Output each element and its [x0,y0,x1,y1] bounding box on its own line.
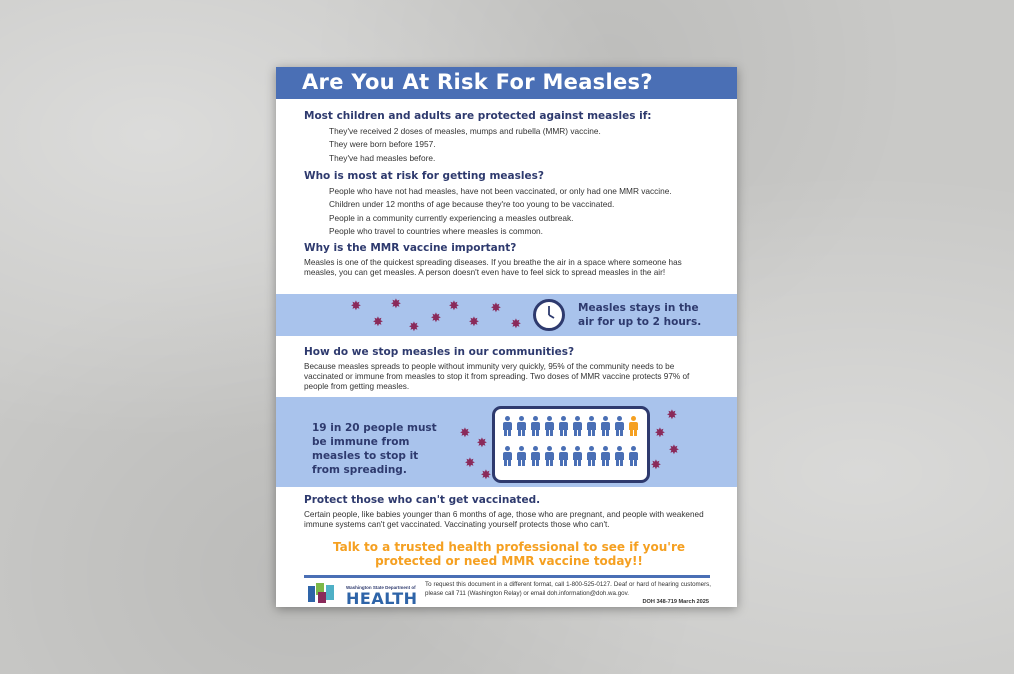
section-heading-stop: How do we stop measles in our communities? [304,346,575,358]
virus-icon: ✸ [430,310,442,325]
section-heading-protected: Most children and adults are protected against measles if: [304,110,652,122]
air-band [276,294,737,336]
list-item: They were born before 1957. [329,139,436,150]
footer-divider [304,575,710,578]
protected-list [304,126,714,163]
list-item: They've received 2 doses of measles, mumps and rubella (MMR) vaccine. [329,125,601,136]
virus-icon: ✸ [510,316,522,331]
section-heading-protect: Protect those who can't get vaccinated. [304,494,541,506]
person-icon-immune [503,416,512,436]
list-item: They've had measles before. [329,152,436,163]
title-banner [276,67,737,99]
person-icon-immune [629,446,638,466]
section-important [304,242,714,278]
section-heading-risk: Who is most at risk for getting measles? [304,170,544,182]
virus-icon: ✸ [408,319,420,334]
section-body-stop: Because measles spreads to people without immunity very quickly, 95% of the community needs to be vaccinated or immune from measles to stop it from spreading. Two doses of MMR vaccine protects 97% of people from getting measles. [304,362,690,391]
person-icon-immune [587,416,596,436]
list-item: People who travel to countries where measles is common. [329,226,543,237]
list-item: People who have not had measles, have not been vaccinated, or only had one MMR vaccine. [329,185,672,196]
section-protected [304,110,714,163]
person-icon-immune [587,446,596,466]
virus-icon: ✸ [372,314,384,329]
section-stop [304,346,714,392]
person-icon-immune [517,416,526,436]
page-title: Are You At Risk For Measles? [302,70,653,94]
person-icon-immune [517,446,526,466]
person-icon-immune [615,446,624,466]
measles-flyer [276,67,737,607]
air-band-text: Measles stays in the air for up to 2 hours. [578,302,702,328]
section-body-protect: Certain people, like babies younger than 6 months of age, those who are pregnant, and people with weakened immune systems can't get vaccinated. Vaccinating yourself protects those who can't. [304,510,704,529]
virus-icon: ✸ [668,442,680,457]
call-to-action: Talk to a trusted health professional to see if you're protected or need MMR vaccine today!! [332,540,686,568]
virus-icon: ✸ [480,467,492,482]
virus-icon: ✸ [490,300,502,315]
person-icon-immune [559,446,568,466]
immune-band-text: 19 in 20 people must be immune from measles to stop it from spreading. [312,422,437,476]
virus-icon: ✸ [476,435,488,450]
footer-request-text: To request this document in a different format, call 1-800-525-0127. Deaf or hard of hearing customers, please call 711 (Washington Relay) or email doh.information@doh.wa.gov. [425,581,711,597]
logo-department-text: Washington State Department of [346,585,416,590]
document-number: DOH 348-719 March 2025 [642,599,709,605]
virus-icon: ✸ [464,455,476,470]
person-icon-immune [545,446,554,466]
immune-band [276,397,737,487]
person-icon-not-immune [629,416,638,436]
section-body-important: Measles is one of the quickest spreading diseases. If you breathe the air in a space where someone has measles, you can get measles. A person doesn't even have to feel sick to spread measles in the air! [304,258,682,277]
virus-icon: ✸ [650,457,662,472]
virus-icon: ✸ [448,298,460,313]
clock-icon [532,298,566,332]
section-risk [304,170,714,236]
risk-list [304,186,714,237]
person-icon-immune [601,446,610,466]
person-icon-immune [615,416,624,436]
logo-health-text: HEALTH [346,589,418,607]
virus-icon: ✸ [390,296,402,311]
health-logo-icon [306,582,342,604]
people-grid [492,406,650,483]
list-item: Children under 12 months of age because they're too young to be vaccinated. [329,199,615,210]
person-icon-immune [601,416,610,436]
section-heading-important: Why is the MMR vaccine important? [304,242,517,254]
person-icon-immune [559,416,568,436]
virus-icon: ✸ [666,407,678,422]
list-item: People in a community currently experiencing a measles outbreak. [329,212,574,223]
virus-icon: ✸ [654,425,666,440]
person-icon-immune [573,446,582,466]
section-protect [304,494,714,530]
person-icon-immune [531,416,540,436]
virus-icon: ✸ [459,425,471,440]
virus-icon: ✸ [468,314,480,329]
person-icon-immune [545,416,554,436]
virus-icon: ✸ [350,298,362,313]
person-icon-immune [531,446,540,466]
person-icon-immune [503,446,512,466]
person-icon-immune [573,416,582,436]
